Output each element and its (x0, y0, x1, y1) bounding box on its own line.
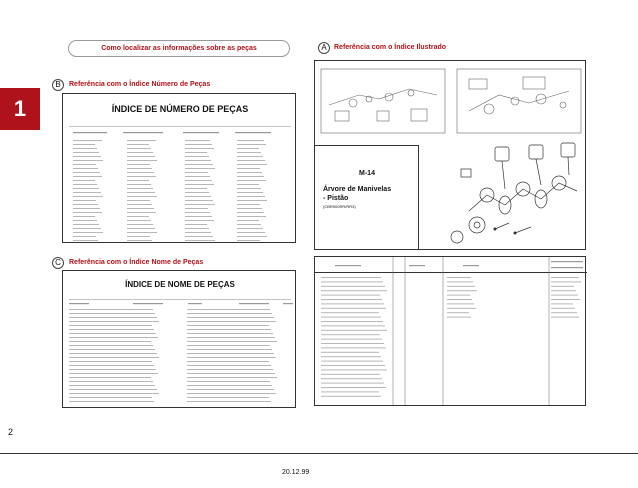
part-number-index-panel (62, 93, 296, 243)
fine-print-line (185, 192, 209, 193)
fine-print-line (185, 216, 212, 217)
illustrated-parts-table (314, 256, 586, 406)
fine-print-line (237, 220, 259, 221)
fine-print-line (73, 148, 97, 149)
fine-print-line (551, 290, 576, 291)
fine-print-line (185, 152, 207, 153)
fine-print-line (185, 224, 207, 225)
fine-print-line (127, 208, 154, 209)
fine-print-line (185, 204, 215, 205)
fine-print-line (127, 232, 157, 233)
fine-print-line (69, 309, 153, 310)
fine-print-line (237, 176, 264, 177)
fine-print-line (321, 383, 384, 384)
fine-print-line (127, 188, 153, 189)
fine-print-line (237, 240, 260, 241)
fine-print-line (69, 333, 156, 334)
parts-table-header (315, 257, 587, 273)
fine-print-line (73, 228, 101, 229)
fine-print-line (127, 212, 156, 213)
part-name-index-title: ÍNDICE DE NOME DE PEÇAS (125, 280, 235, 289)
fine-print-line (237, 172, 262, 173)
fine-print-line (187, 369, 273, 370)
fine-print-line (551, 299, 580, 300)
fine-print-line (127, 220, 151, 221)
page-number: 2 (8, 427, 14, 437)
fine-print-line (187, 329, 271, 330)
fine-print-line (447, 308, 476, 309)
fine-print-line (237, 148, 259, 149)
fine-print-line (321, 308, 386, 309)
fine-print-line (69, 337, 158, 338)
fine-print-line (69, 389, 157, 390)
exploded-view-thumbnails (319, 65, 583, 137)
fine-print-line (73, 192, 101, 193)
fine-print-line (185, 160, 211, 161)
fine-print-line (321, 295, 380, 296)
fine-print-line (185, 228, 209, 229)
fine-print-line (551, 286, 574, 287)
fine-print-line (187, 349, 272, 350)
fine-print-line (69, 313, 155, 314)
fine-print-line (69, 321, 159, 322)
fine-print-line (447, 312, 469, 313)
fine-print-line (73, 196, 103, 197)
fine-print-line (187, 357, 276, 358)
fine-print-line (237, 232, 265, 233)
fine-print-line (237, 156, 263, 157)
fine-print-line (551, 281, 581, 282)
fine-print-line (127, 140, 156, 141)
fine-print-line (73, 180, 95, 181)
chapter-tab: 1 (0, 88, 40, 130)
diagram-code: M-14 (359, 170, 375, 177)
fine-print-line (73, 212, 102, 213)
fine-print-line (187, 381, 270, 382)
fine-print-line (321, 343, 384, 344)
fine-print-line (127, 176, 156, 177)
illustrated-index-panel (314, 60, 586, 250)
fine-print-line (237, 152, 261, 153)
fine-print-line (69, 361, 152, 362)
fine-print-line (187, 389, 274, 390)
fine-print-line (127, 144, 149, 145)
fine-print-line (321, 378, 382, 379)
fine-print-line (73, 200, 96, 201)
fine-print-line (447, 286, 475, 287)
section-b-marker: B (52, 79, 64, 91)
fine-print-line (187, 401, 271, 402)
section-b-title: Referência com o Índice Número de Peças (69, 81, 211, 88)
fine-print-line (187, 365, 271, 366)
fine-print-line (73, 232, 103, 233)
fine-print-line (73, 204, 98, 205)
fine-print-line (127, 192, 155, 193)
fine-print-line (69, 369, 156, 370)
fine-print-line (447, 295, 470, 296)
fine-print-line (321, 321, 383, 322)
fine-print-line (187, 385, 272, 386)
fine-print-line (185, 200, 213, 201)
fine-print-line (321, 352, 379, 353)
fine-print-line (237, 208, 262, 209)
fine-print-line (321, 303, 384, 304)
footer-rule (0, 453, 638, 454)
fine-print-line (237, 168, 260, 169)
section-a-marker: A (318, 42, 330, 54)
section-c-title: Referência com o Índice Nome de Peças (69, 259, 204, 266)
fine-print-line (551, 295, 578, 296)
fine-print-line (321, 374, 380, 375)
fine-print-line (237, 188, 261, 189)
fine-print-line (187, 333, 273, 334)
fine-print-line (447, 277, 471, 278)
fine-print-line (185, 188, 207, 189)
section-header-pill: Como localizar as informações sobre as peças (68, 40, 290, 57)
fine-print-line (321, 281, 383, 282)
fine-print-line (237, 192, 263, 193)
fine-print-line (73, 160, 103, 161)
fine-print-line (321, 365, 385, 366)
fine-print-line (321, 391, 379, 392)
diagram-model: (CBR900RR/RR3) (323, 204, 356, 209)
fine-print-line (127, 184, 151, 185)
fine-print-line (185, 164, 213, 165)
parts-table-header-columns (315, 257, 587, 273)
fine-print-line (73, 156, 101, 157)
fine-print-line (69, 357, 159, 358)
fine-print-line (69, 401, 154, 402)
fine-print-line (127, 164, 150, 165)
fine-print-line (185, 184, 214, 185)
fine-print-line (73, 152, 99, 153)
fine-print-line (69, 365, 154, 366)
fine-print-line (185, 232, 211, 233)
fine-print-line (69, 345, 153, 346)
fine-print-line (321, 334, 380, 335)
fine-print-line (73, 172, 100, 173)
fine-print-line (237, 140, 264, 141)
fine-print-line (127, 168, 152, 169)
fine-print-line (69, 325, 152, 326)
fine-print-line (447, 281, 473, 282)
fine-print-line (73, 236, 96, 237)
fine-print-line (73, 224, 99, 225)
fine-print-line (447, 317, 471, 318)
fine-print-line (185, 144, 212, 145)
fine-print-line (187, 373, 275, 374)
fine-print-line (73, 168, 98, 169)
fine-print-line (69, 377, 151, 378)
fine-print-line (237, 224, 261, 225)
fine-print-line (185, 212, 210, 213)
fine-print-line (321, 356, 381, 357)
fine-print-line (69, 329, 154, 330)
fine-print-line (447, 299, 472, 300)
fine-print-line (185, 176, 210, 177)
fine-print-line (73, 164, 96, 165)
fine-print-line (69, 373, 158, 374)
fine-print-line (69, 381, 153, 382)
diagram-name-line1: Árvore de Manivelas (323, 186, 392, 193)
fine-print-line (187, 313, 272, 314)
index-header-rule (69, 126, 291, 127)
fine-print-line (69, 385, 155, 386)
fine-print-line (321, 387, 386, 388)
fine-print-line (127, 148, 151, 149)
parts-table-rows (315, 273, 587, 405)
fine-print-line (187, 321, 276, 322)
fine-print-line (551, 303, 573, 304)
fine-print-line (551, 312, 577, 313)
section-c-marker: C (52, 257, 64, 269)
part-name-index-columns (63, 301, 297, 407)
fine-print-line (127, 156, 155, 157)
fine-print-line (69, 317, 157, 318)
fine-print-line (237, 196, 265, 197)
fine-print-line (321, 290, 387, 291)
fine-print-line (321, 277, 381, 278)
fine-print-line (69, 397, 152, 398)
fine-print-line (237, 180, 266, 181)
fine-print-line (127, 196, 157, 197)
fine-print-line (127, 200, 150, 201)
fine-print-line (237, 144, 266, 145)
fine-print-line (127, 180, 149, 181)
fine-print-line (321, 369, 387, 370)
fine-print-line (321, 286, 385, 287)
fine-print-line (73, 208, 100, 209)
fine-print-line (185, 172, 208, 173)
fine-print-line (187, 325, 269, 326)
fine-print-line (237, 236, 267, 237)
fine-print-line (69, 341, 151, 342)
fine-print-line (551, 317, 579, 318)
fine-print-line (185, 156, 209, 157)
fine-print-line (321, 299, 382, 300)
fine-print-line (185, 148, 214, 149)
fine-print-line (73, 144, 95, 145)
fine-print-line (185, 140, 210, 141)
diagram-name-line2: - Pistão (323, 195, 349, 202)
fine-print-line (127, 152, 153, 153)
fine-print-line (321, 330, 387, 331)
fine-print-line (185, 236, 213, 237)
fine-print-line (237, 204, 260, 205)
fine-print-line (187, 377, 277, 378)
fine-print-line (73, 240, 98, 241)
fine-print-line (185, 168, 215, 169)
diagram-label-box (315, 145, 419, 249)
fine-print-line (127, 204, 152, 205)
fine-print-line (185, 196, 211, 197)
fine-print-line (127, 172, 154, 173)
part-number-index-title: ÍNDICE DE NÚMERO DE PEÇAS (111, 104, 249, 114)
fine-print-line (187, 309, 270, 310)
fine-print-line (321, 317, 381, 318)
fine-print-line (127, 216, 149, 217)
fine-print-line (185, 240, 215, 241)
fine-print-line (551, 308, 575, 309)
fine-print-line (69, 349, 155, 350)
fine-print-line (237, 212, 264, 213)
fine-print-line (73, 176, 102, 177)
fine-print-line (127, 236, 150, 237)
fine-print-line (187, 397, 269, 398)
fine-print-line (73, 140, 102, 141)
fine-print-line (321, 396, 381, 397)
fine-print-line (447, 303, 474, 304)
fine-print-line (73, 216, 95, 217)
fine-print-line (69, 353, 157, 354)
fine-print-line (127, 160, 157, 161)
fine-print-line (187, 341, 277, 342)
fine-print-line (127, 240, 152, 241)
fine-print-line (69, 393, 159, 394)
fine-print-line (551, 277, 579, 278)
fine-print-line (187, 393, 276, 394)
fine-print-line (321, 361, 383, 362)
fine-print-line (127, 224, 153, 225)
fine-print-line (237, 184, 259, 185)
part-name-index-panel (62, 270, 296, 408)
fine-print-line (321, 339, 382, 340)
fine-print-line (237, 200, 267, 201)
fine-print-line (187, 337, 275, 338)
section-a-title: Referência com o Índice Ilustrado (334, 44, 447, 51)
fine-print-line (321, 347, 386, 348)
fine-print-line (185, 180, 212, 181)
fine-print-line (237, 216, 266, 217)
fine-print-line (187, 317, 274, 318)
fine-print-line (237, 164, 267, 165)
fine-print-line (187, 353, 274, 354)
fine-print-line (73, 188, 99, 189)
fine-print-line (185, 208, 208, 209)
print-date: 20.12.99 (282, 469, 310, 476)
part-number-index-columns (63, 128, 297, 242)
fine-print-line (321, 325, 385, 326)
fine-print-line (187, 345, 270, 346)
fine-print-line (127, 228, 155, 229)
fine-print-line (73, 184, 97, 185)
fine-print-line (73, 220, 97, 221)
fine-print-line (447, 290, 477, 291)
fine-print-line (185, 220, 214, 221)
fine-print-line (187, 361, 269, 362)
fine-print-line (237, 228, 263, 229)
fine-print-line (321, 312, 379, 313)
fine-print-line (237, 160, 265, 161)
name-index-header-rule (69, 299, 291, 300)
